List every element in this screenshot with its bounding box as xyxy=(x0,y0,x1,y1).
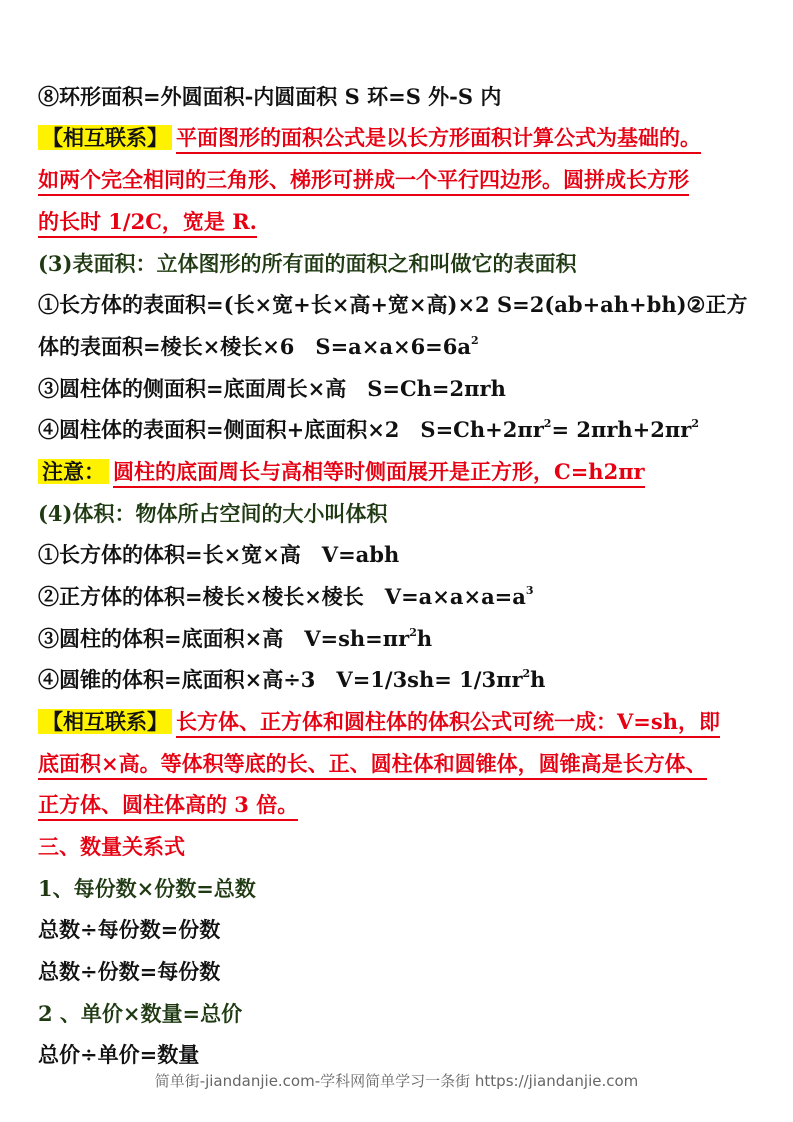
relation-tag: 【相互联系】 xyxy=(38,125,172,150)
line-total-div-per: 总数÷每份数=份数 xyxy=(38,917,221,942)
cube-surface-formula: 体的表面积=棱长×棱长×6 S=a×a×6=6a xyxy=(38,334,471,359)
line-cube-surface xyxy=(38,332,759,362)
note-text: 圆柱的底面周长与高相等时侧面展开是正方形，C=h2πr xyxy=(113,459,645,488)
line-cylinder-lateral: ③圆柱体的侧面积=底面周长×高 S=Ch=2πrh xyxy=(38,376,506,401)
line-cuboid-surface: ①长方体的表面积=(长×宽+长×高+宽×高)×2 S=2(ab+ah+bh)②正方 xyxy=(38,292,748,317)
line-note xyxy=(38,457,759,487)
relation-volume-text: 长方体、正方体和圆柱体的体积公式可统一成：V=sh，即 xyxy=(176,709,720,738)
page-footer: 简单街-jiandanjie.com-学科网简单学习一条街 https://jiandanjie.com xyxy=(154,1072,639,1090)
note-tag: 注意： xyxy=(38,459,109,484)
heading-quantity-relations: 三、数量关系式 xyxy=(38,834,185,859)
line-relation-2 xyxy=(38,165,759,195)
cyl-surface-a: ④圆柱体的表面积=侧面积+底面积×2 S=Ch+2πr xyxy=(38,417,544,442)
heading-unit-price: 2 、单价×数量=总价 xyxy=(38,1001,243,1026)
line-annulus-area: ⑧环形面积=外圆面积-内圆面积 S 环=S 外-S 内 xyxy=(38,84,502,109)
line-cube-volume xyxy=(38,582,759,612)
relation-volume-cont: 底面积×高。等体积等底的长、正、圆柱体和圆锥体，圆锥高是长方体、 xyxy=(38,751,707,780)
cone-volume-a: ④圆锥的体积=底面积×高÷3 V=1/3sh= 1/3πr xyxy=(38,667,523,692)
line-relation-volume-2 xyxy=(38,749,759,779)
line-relation-volume-3 xyxy=(38,790,759,820)
superscript: 2 xyxy=(691,417,699,430)
superscript: 2 xyxy=(543,417,552,430)
heading-per-share: 1、每份数×份数=总数 xyxy=(38,876,256,901)
superscript: 3 xyxy=(525,584,534,597)
superscript: 2 xyxy=(471,334,479,347)
heading-volume: (4)体积：物体所占空间的大小叫体积 xyxy=(38,501,388,526)
line-cylinder-volume xyxy=(38,624,759,654)
line-total-div-shares: 总数÷份数=每份数 xyxy=(38,959,221,984)
line-cuboid-volume: ①长方体的体积=长×宽×高 V=abh xyxy=(38,542,400,567)
relation-tag: 【相互联系】 xyxy=(38,709,172,734)
relation-text-cont: 如两个完全相同的三角形、梯形可拼成一个平行四边形。圆拼成长方形 xyxy=(38,167,689,196)
cyl-volume-a: ③圆柱的体积=底面积×高 V=sh=πr xyxy=(38,626,410,651)
line-relation-1 xyxy=(38,123,759,153)
line-total-div-price: 总价÷单价=数量 xyxy=(38,1042,200,1067)
cube-volume-formula: ②正方体的体积=棱长×棱长×棱长 V=a×a×a=a xyxy=(38,584,526,609)
relation-text: 平面图形的面积公式是以长方形面积计算公式为基础的。 xyxy=(176,125,701,154)
cyl-volume-b: h xyxy=(416,626,433,651)
line-cylinder-surface xyxy=(38,415,759,445)
relation-volume-end: 正方体、圆柱体高的 3 倍。 xyxy=(38,792,298,821)
line-relation-volume-1 xyxy=(38,707,759,737)
relation-text-end: 的长时 1/2C，宽是 R. xyxy=(38,209,257,238)
line-cone-volume xyxy=(38,665,759,695)
cone-volume-b: h xyxy=(530,667,546,692)
superscript: 2 xyxy=(409,626,417,639)
cyl-surface-b: = 2πrh+2πr xyxy=(551,417,692,442)
line-relation-3 xyxy=(38,207,759,237)
heading-surface-area: (3)表面积：立体图形的所有面的面积之和叫做它的表面积 xyxy=(38,251,577,276)
superscript: 2 xyxy=(522,667,531,680)
